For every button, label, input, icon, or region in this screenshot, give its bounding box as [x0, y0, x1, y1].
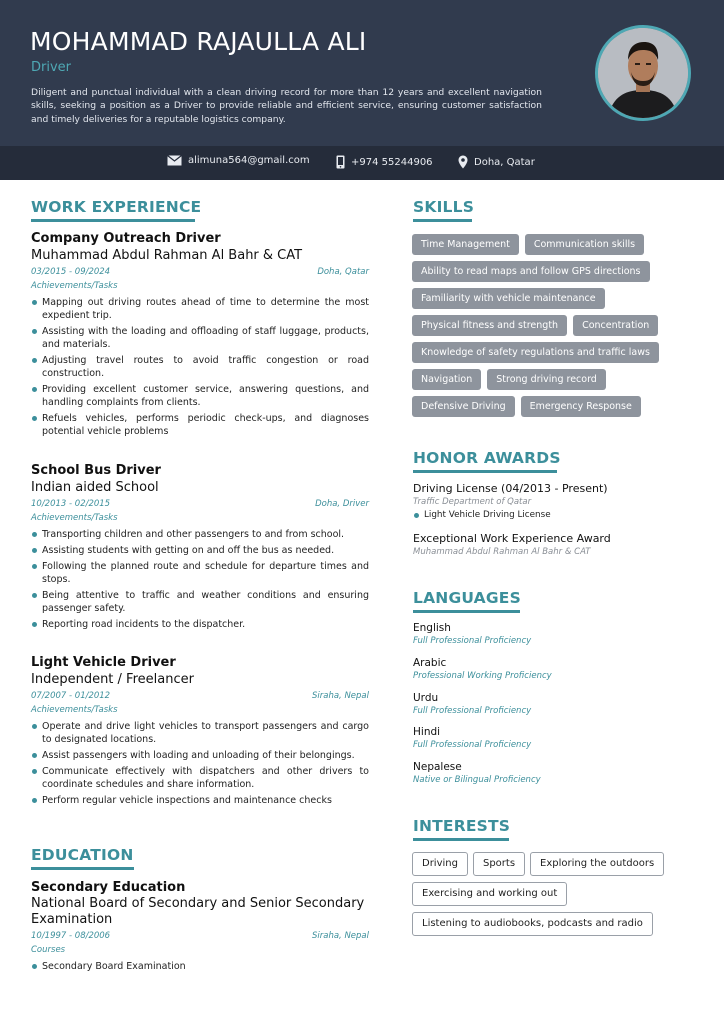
- job-location: Doha, Driver: [315, 499, 369, 509]
- language-name: Urdu: [413, 692, 439, 704]
- award-title: Exceptional Work Experience Award: [413, 532, 611, 545]
- list-item: Assisting students with getting on and off the bus as needed.: [31, 544, 369, 557]
- list-item: Reporting road incidents to the dispatcher.: [31, 618, 369, 631]
- section-divider: [413, 610, 520, 613]
- list-item: Perform regular vehicle inspections and maintenance checks: [31, 794, 369, 807]
- interests-list: [412, 852, 692, 942]
- envelope-icon: [167, 155, 182, 166]
- language-name: English: [413, 622, 451, 634]
- profile-photo: [595, 25, 691, 121]
- professional-summary: Diligent and punctual individual with a clean driving record for more than 12 years and excellent navigation skills, seeking a position as a Driver to provide reliable and efficient service, ensuring customer satisfaction and timely deliveries for a reputable logistics company.: [31, 87, 542, 125]
- skill-tag: Physical fitness and strength: [412, 315, 567, 336]
- interest-tag: Sports: [473, 852, 525, 876]
- contact-phone[interactable]: [336, 155, 433, 169]
- courses-label: Courses: [31, 945, 66, 955]
- achievements-label: Achievements/Tasks: [31, 513, 118, 523]
- language-level: Full Professional Proficiency: [413, 740, 532, 750]
- work-experience-heading: WORK EXPERIENCE: [31, 198, 202, 216]
- education-meta: [31, 928, 369, 944]
- languages-heading: LANGUAGES: [413, 589, 521, 607]
- contact-bar: [0, 146, 724, 180]
- email-text: alimuna564@gmail.com: [188, 155, 310, 166]
- list-item: Adjusting travel routes to avoid traffic congestion or road construction.: [31, 354, 369, 380]
- job-title: Light Vehicle Driver: [31, 655, 176, 670]
- job-title: Company Outreach Driver: [31, 231, 221, 246]
- list-item: Refuels vehicles, performs periodic check-ups, and diagnoses potential vehicle problems: [31, 412, 369, 438]
- language-entry: [413, 691, 703, 718]
- job-title: School Bus Driver: [31, 463, 161, 478]
- job-entry: [31, 462, 369, 631]
- list-item: Transporting children and other passengers to and from school.: [31, 528, 369, 541]
- education-heading: EDUCATION: [31, 846, 134, 864]
- skill-tag: Ability to read maps and follow GPS directions: [412, 261, 650, 282]
- interest-tag: Listening to audiobooks, podcasts and radio: [412, 912, 653, 936]
- language-entry: [413, 656, 703, 683]
- honor-awards-heading: HONOR AWARDS: [413, 449, 561, 467]
- language-level: Full Professional Proficiency: [413, 636, 532, 646]
- job-meta: [31, 264, 369, 280]
- list-item: Secondary Board Examination: [31, 960, 369, 973]
- list-item: Following the planned route and schedule for departure times and stops.: [31, 560, 369, 586]
- achievements-label: Achievements/Tasks: [31, 705, 118, 715]
- job-dates: 10/2013 - 02/2015: [31, 499, 111, 509]
- language-entry: [413, 760, 703, 787]
- section-divider: [413, 470, 557, 473]
- education-location: Siraha, Nepal: [311, 931, 369, 941]
- achievements-label: Achievements/Tasks: [31, 281, 118, 291]
- candidate-role: Driver: [31, 60, 72, 75]
- skill-tag: Strong driving record: [487, 369, 606, 390]
- interest-tag: Exploring the outdoors: [530, 852, 664, 876]
- section-divider: [31, 219, 195, 222]
- education-dates: 10/1997 - 08/2006: [31, 931, 111, 941]
- award-title: Driving License (04/2013 - Present): [413, 482, 608, 495]
- award-issuer: Muhammad Abdul Rahman Al Bahr & CAT: [413, 547, 591, 557]
- award-entry: [413, 531, 703, 558]
- award-issuer: Traffic Department of Qatar: [413, 497, 532, 507]
- list-item: Communicate effectively with dispatchers and other drivers to coordinate schedules and share information.: [31, 765, 369, 791]
- school-name: National Board of Secondary and Senior Secondary Examination: [31, 896, 365, 927]
- skills-list: [412, 234, 682, 423]
- skill-tag: Knowledge of safety regulations and traffic laws: [412, 342, 659, 363]
- skill-tag: Defensive Driving: [412, 396, 515, 417]
- section-divider: [413, 838, 509, 841]
- task-list: [31, 296, 369, 438]
- task-list: [31, 720, 369, 807]
- contact-location: [458, 155, 535, 169]
- skill-tag: Concentration: [573, 315, 658, 336]
- list-item: Mapping out driving routes ahead of time to determine the most expedient trip.: [31, 296, 369, 322]
- skill-tag: Familiarity with vehicle maintenance: [412, 288, 605, 309]
- list-item: Assisting with the loading and offloading of staff luggage, products, and materials.: [31, 325, 369, 351]
- language-name: Hindi: [413, 726, 441, 738]
- mobile-phone-icon: [336, 155, 345, 169]
- section-divider: [413, 219, 472, 222]
- job-location: Doha, Qatar: [317, 267, 369, 277]
- job-dates: 07/2007 - 01/2012: [31, 691, 111, 701]
- skill-tag: Time Management: [412, 234, 519, 255]
- job-employer: Muhammad Abdul Rahman Al Bahr & CAT: [31, 248, 303, 263]
- section-divider: [31, 867, 134, 870]
- job-entry: [31, 654, 369, 807]
- job-employer: Indian aided School: [31, 480, 159, 495]
- interest-tag: Exercising and working out: [412, 882, 567, 906]
- list-item: Providing excellent customer service, answering questions, and handling complaints from clients.: [31, 383, 369, 409]
- skill-tag: Emergency Response: [521, 396, 641, 417]
- award-entry: [413, 481, 703, 522]
- language-level: Native or Bilingual Proficiency: [413, 775, 541, 785]
- job-meta: [31, 496, 369, 512]
- language-name: Nepalese: [413, 761, 462, 773]
- award-details: [413, 509, 703, 522]
- language-level: Professional Working Proficiency: [413, 671, 552, 681]
- job-location: Siraha, Nepal: [311, 691, 369, 701]
- list-item: Light Vehicle Driving License: [413, 509, 703, 522]
- skills-heading: SKILLS: [413, 198, 475, 216]
- list-item: Assist passengers with loading and unloading of their belongings.: [31, 749, 369, 762]
- degree-title: Secondary Education: [31, 880, 186, 895]
- job-meta: [31, 688, 369, 704]
- language-name: Arabic: [413, 657, 447, 669]
- list-item: Operate and drive light vehicles to transport passengers and cargo to designated locations.: [31, 720, 369, 746]
- candidate-name: MOHAMMAD RAJAULLA ALI: [30, 27, 367, 56]
- interests-heading: INTERESTS: [413, 817, 511, 835]
- phone-text: +974 55244906: [351, 156, 433, 168]
- course-list: [31, 960, 369, 973]
- job-entry: [31, 230, 369, 438]
- skill-tag: Communication skills: [525, 234, 644, 255]
- language-entry: [413, 621, 703, 648]
- location-text: Doha, Qatar: [474, 156, 535, 168]
- skill-tag: Navigation: [412, 369, 481, 390]
- interest-tag: Driving: [412, 852, 468, 876]
- job-dates: 03/2015 - 09/2024: [31, 267, 111, 277]
- resume-header: [0, 0, 724, 146]
- map-pin-icon: [458, 155, 468, 169]
- education-entry: [31, 879, 369, 973]
- language-entry: [413, 725, 703, 752]
- language-level: Full Professional Proficiency: [413, 706, 532, 716]
- list-item: Being attentive to traffic and weather conditions and ensuring passenger safety.: [31, 589, 369, 615]
- job-employer: Independent / Freelancer: [31, 672, 194, 687]
- task-list: [31, 528, 369, 631]
- contact-email[interactable]: [167, 155, 310, 166]
